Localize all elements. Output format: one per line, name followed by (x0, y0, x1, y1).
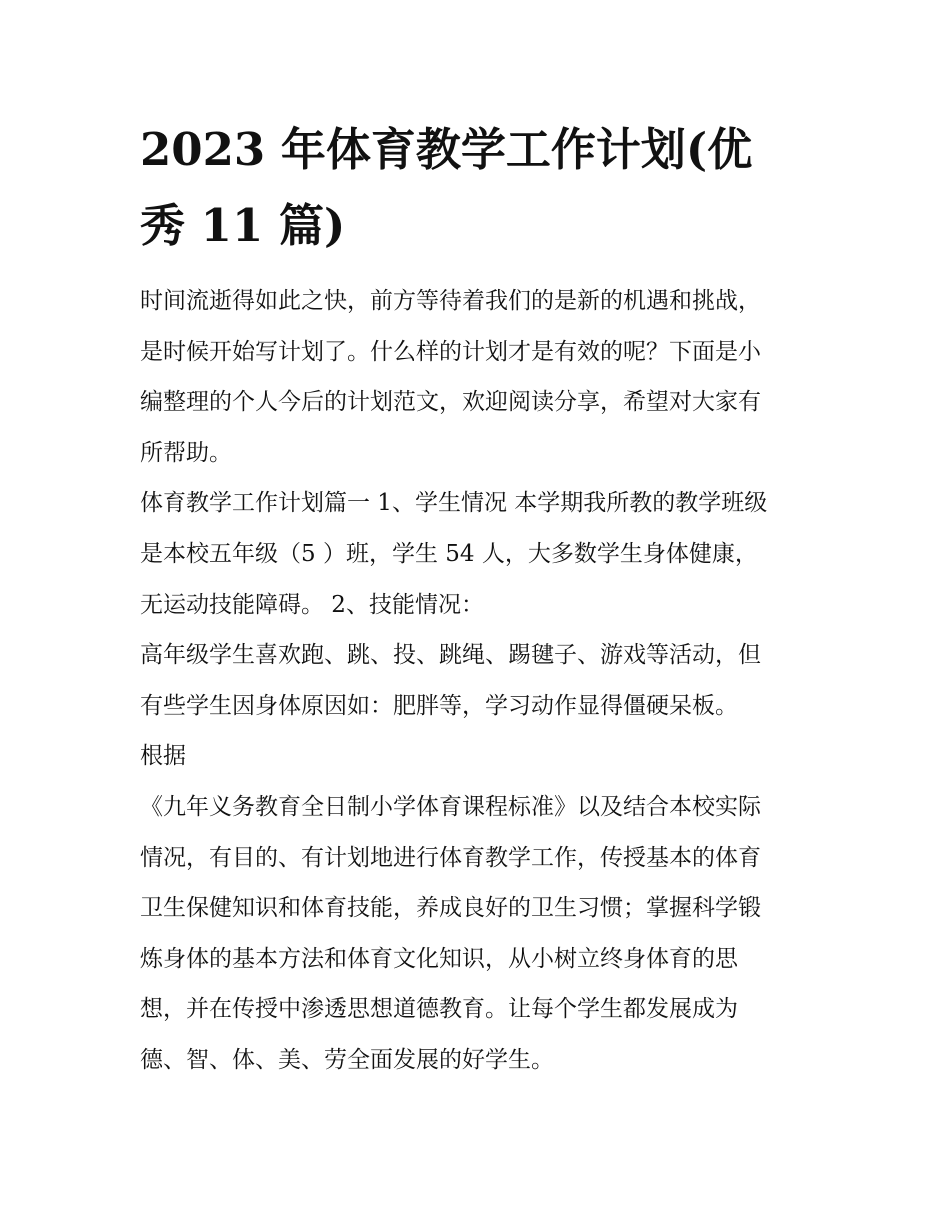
paragraph-line: 有些学生因身体原因如：肥胖等，学习动作显得僵硬呆板。 (140, 692, 738, 719)
section-line: 无运动技能障碍。 2、技能情况： (140, 591, 484, 618)
title-line: 秀 11 篇) (140, 199, 346, 252)
paragraph-line: 炼身体的基本方法和体育文化知识，从小树立终身体育的思 (140, 945, 738, 972)
paragraph-line: 德、智、体、美、劳全面发展的好学生。 (140, 1046, 554, 1073)
title-line: 2023 年体育教学工作计划(优 (140, 123, 753, 176)
paragraph-line: 卫生保健知识和体育技能，养成良好的卫生习惯；掌握科学锻 (140, 895, 761, 922)
paragraph-line: 根据 (140, 743, 186, 770)
intro-line: 是时候开始写计划了。什么样的计划才是有效的呢？下面是小 (140, 338, 761, 365)
paragraph-line: 高年级学生喜欢跑、跳、投、跳绳、踢毽子、游戏等活动，但 (140, 642, 761, 669)
paragraph-line: 想，并在传授中渗透思想道德教育。让每个学生都发展成为 (140, 996, 738, 1023)
document-body (140, 276, 820, 1086)
section-line: 是本校五年级（5 ）班，学生 54 人，大多数学生身体健康， (140, 540, 758, 567)
intro-line: 时间流逝得如此之快，前方等待着我们的是新的机遇和挑战， (140, 288, 761, 314)
paragraph-line: 《九年义务教育全日制小学体育课程标准》以及结合本校实际 (140, 793, 761, 820)
section-line: 体育教学工作计划篇一 1、学生情况 本学期我所教的教学班级 (140, 490, 768, 517)
document-title (140, 112, 820, 264)
intro-line: 编整理的个人今后的计划范文，欢迎阅读分享，希望对大家有 (140, 389, 761, 416)
paragraph-line: 情况，有目的、有计划地进行体育教学工作，传授基本的体育 (140, 844, 761, 871)
intro-line: 所帮助。 (140, 439, 232, 466)
